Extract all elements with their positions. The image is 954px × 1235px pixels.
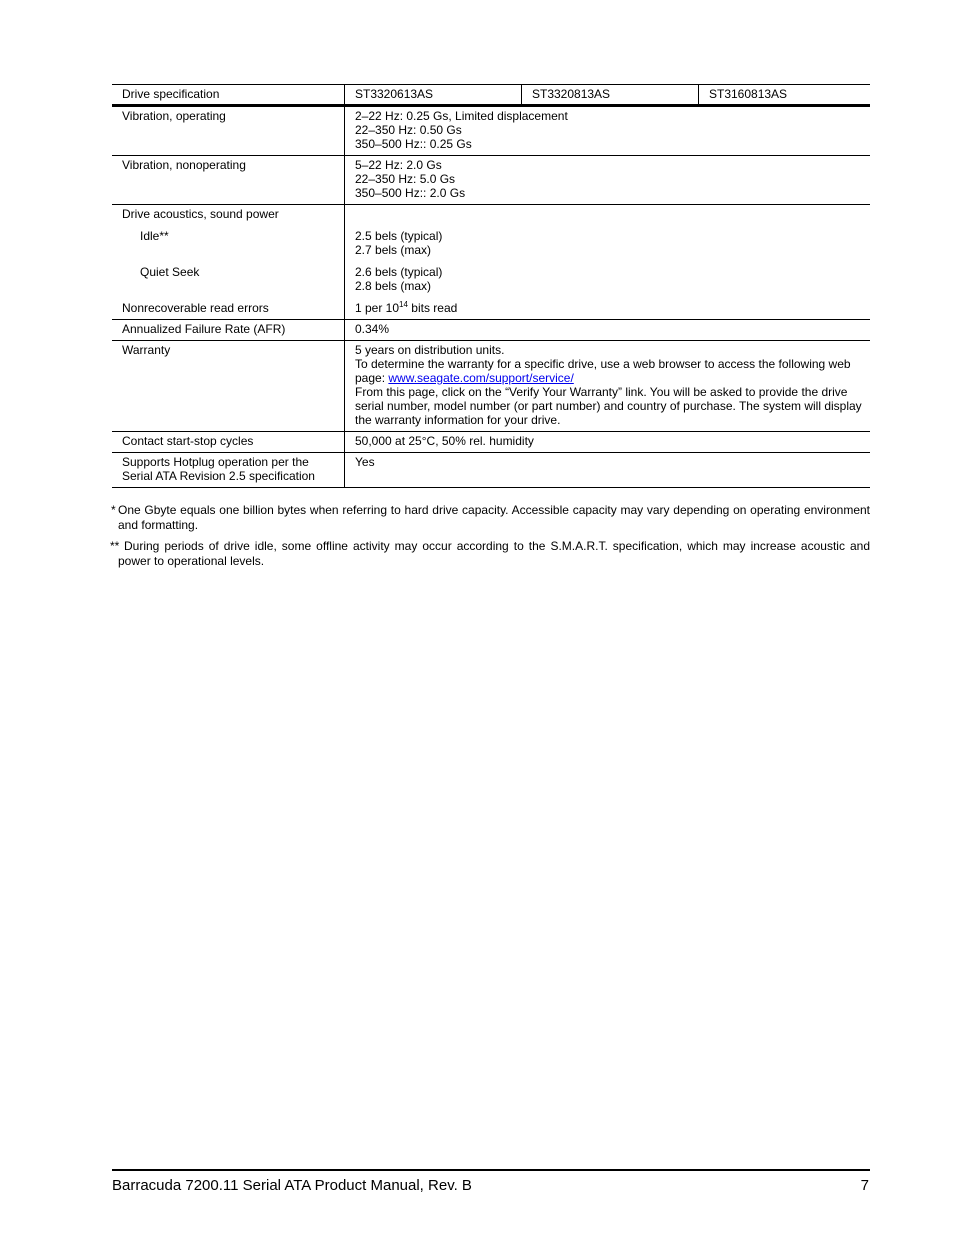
header-model-2: ST3320813AS	[522, 85, 699, 106]
header-model-3: ST3160813AS	[699, 85, 871, 106]
row-value	[345, 341, 871, 432]
table-row	[112, 453, 870, 488]
nre-value: 1 per $10^{14}$ bits read	[355, 300, 458, 315]
footnote	[112, 539, 870, 569]
value-line: 2–22 Hz: 0.25 Gs, Limited displacement	[355, 109, 568, 123]
footnote-text: One Gbyte equals one billion bytes when referring to hard drive capacity. Accessible capacity may vary depending on operating environment and formatting.	[118, 503, 870, 532]
page-number: 7	[860, 1177, 869, 1194]
header-label: Drive specification	[112, 85, 345, 106]
footnote-mark: **	[110, 539, 120, 553]
footnote	[112, 503, 870, 533]
warranty-link[interactable]: www.seagate.com/support/service/	[388, 371, 574, 385]
value-line: From this page, click on the “Verify Your Warranty” link. You will be asked to provide the drive serial number, model number (or part number) and country of purchase. The system will display the warranty information for your drive.	[355, 385, 862, 427]
row-label: Vibration, operating	[112, 106, 345, 156]
table-row	[112, 432, 870, 453]
table-row	[112, 341, 870, 432]
value-line: 5 years on distribution units.	[355, 343, 505, 357]
value-line: 2.6 bels (typical)	[355, 265, 443, 279]
row-label: Warranty	[112, 341, 345, 432]
row-label: Supports Hotplug operation per the Serial ATA Revision 2.5 specification	[112, 453, 345, 488]
row-label: Contact start-stop cycles	[112, 432, 345, 453]
row-label: Annualized Failure Rate (AFR)	[112, 320, 345, 341]
value-line: 2.7 bels (max)	[355, 243, 432, 257]
value-line: 2.8 bels (max)	[355, 279, 432, 293]
row-value: Yes	[345, 453, 871, 488]
table-row	[112, 156, 870, 205]
quiet-seek-label: Quiet Seek	[140, 265, 200, 279]
row-value	[345, 205, 871, 320]
value-line: 22–350 Hz: 5.0 Gs	[355, 172, 456, 186]
footnote-text: During periods of drive idle, some offline activity may occur according to the S.M.A.R.T. specification, which may increase acoustic and power to operational levels.	[118, 539, 870, 568]
value-line: 350–500 Hz:: 0.25 Gs	[355, 137, 472, 151]
value-line: 2.5 bels (typical)	[355, 229, 443, 243]
footer-title: Barracuda 7200.11 Serial ATA Product Manual, Rev. B	[112, 1177, 472, 1194]
value-line: 5–22 Hz: 2.0 Gs	[355, 158, 442, 172]
table-header-row	[112, 85, 870, 106]
footnotes	[112, 503, 870, 575]
value-line: 22–350 Hz: 0.50 Gs	[355, 123, 462, 137]
footnote-mark: *	[111, 503, 116, 517]
value-line: 350–500 Hz:: 2.0 Gs	[355, 186, 466, 200]
table-row	[112, 205, 870, 320]
table-row	[112, 106, 870, 156]
row-value: 50,000 at 25°C, 50% rel. humidity	[345, 432, 871, 453]
acoustics-label: Drive acoustics, sound power	[122, 207, 279, 221]
table-row	[112, 320, 870, 341]
idle-label: Idle**	[140, 229, 169, 243]
row-label	[112, 205, 345, 320]
row-label: Vibration, nonoperating	[112, 156, 345, 205]
row-value: 0.34%	[345, 320, 871, 341]
header-model-1: ST3320613AS	[345, 85, 522, 106]
row-value	[345, 106, 871, 156]
value-line: To determine the warranty for a specific drive, use a web browser to access the following web page: www.seagate.com/support/service/	[355, 357, 851, 385]
footer-rule	[112, 1169, 870, 1171]
drive-spec-table	[112, 84, 870, 488]
nre-label: Nonrecoverable read errors	[122, 301, 269, 315]
row-value	[345, 156, 871, 205]
